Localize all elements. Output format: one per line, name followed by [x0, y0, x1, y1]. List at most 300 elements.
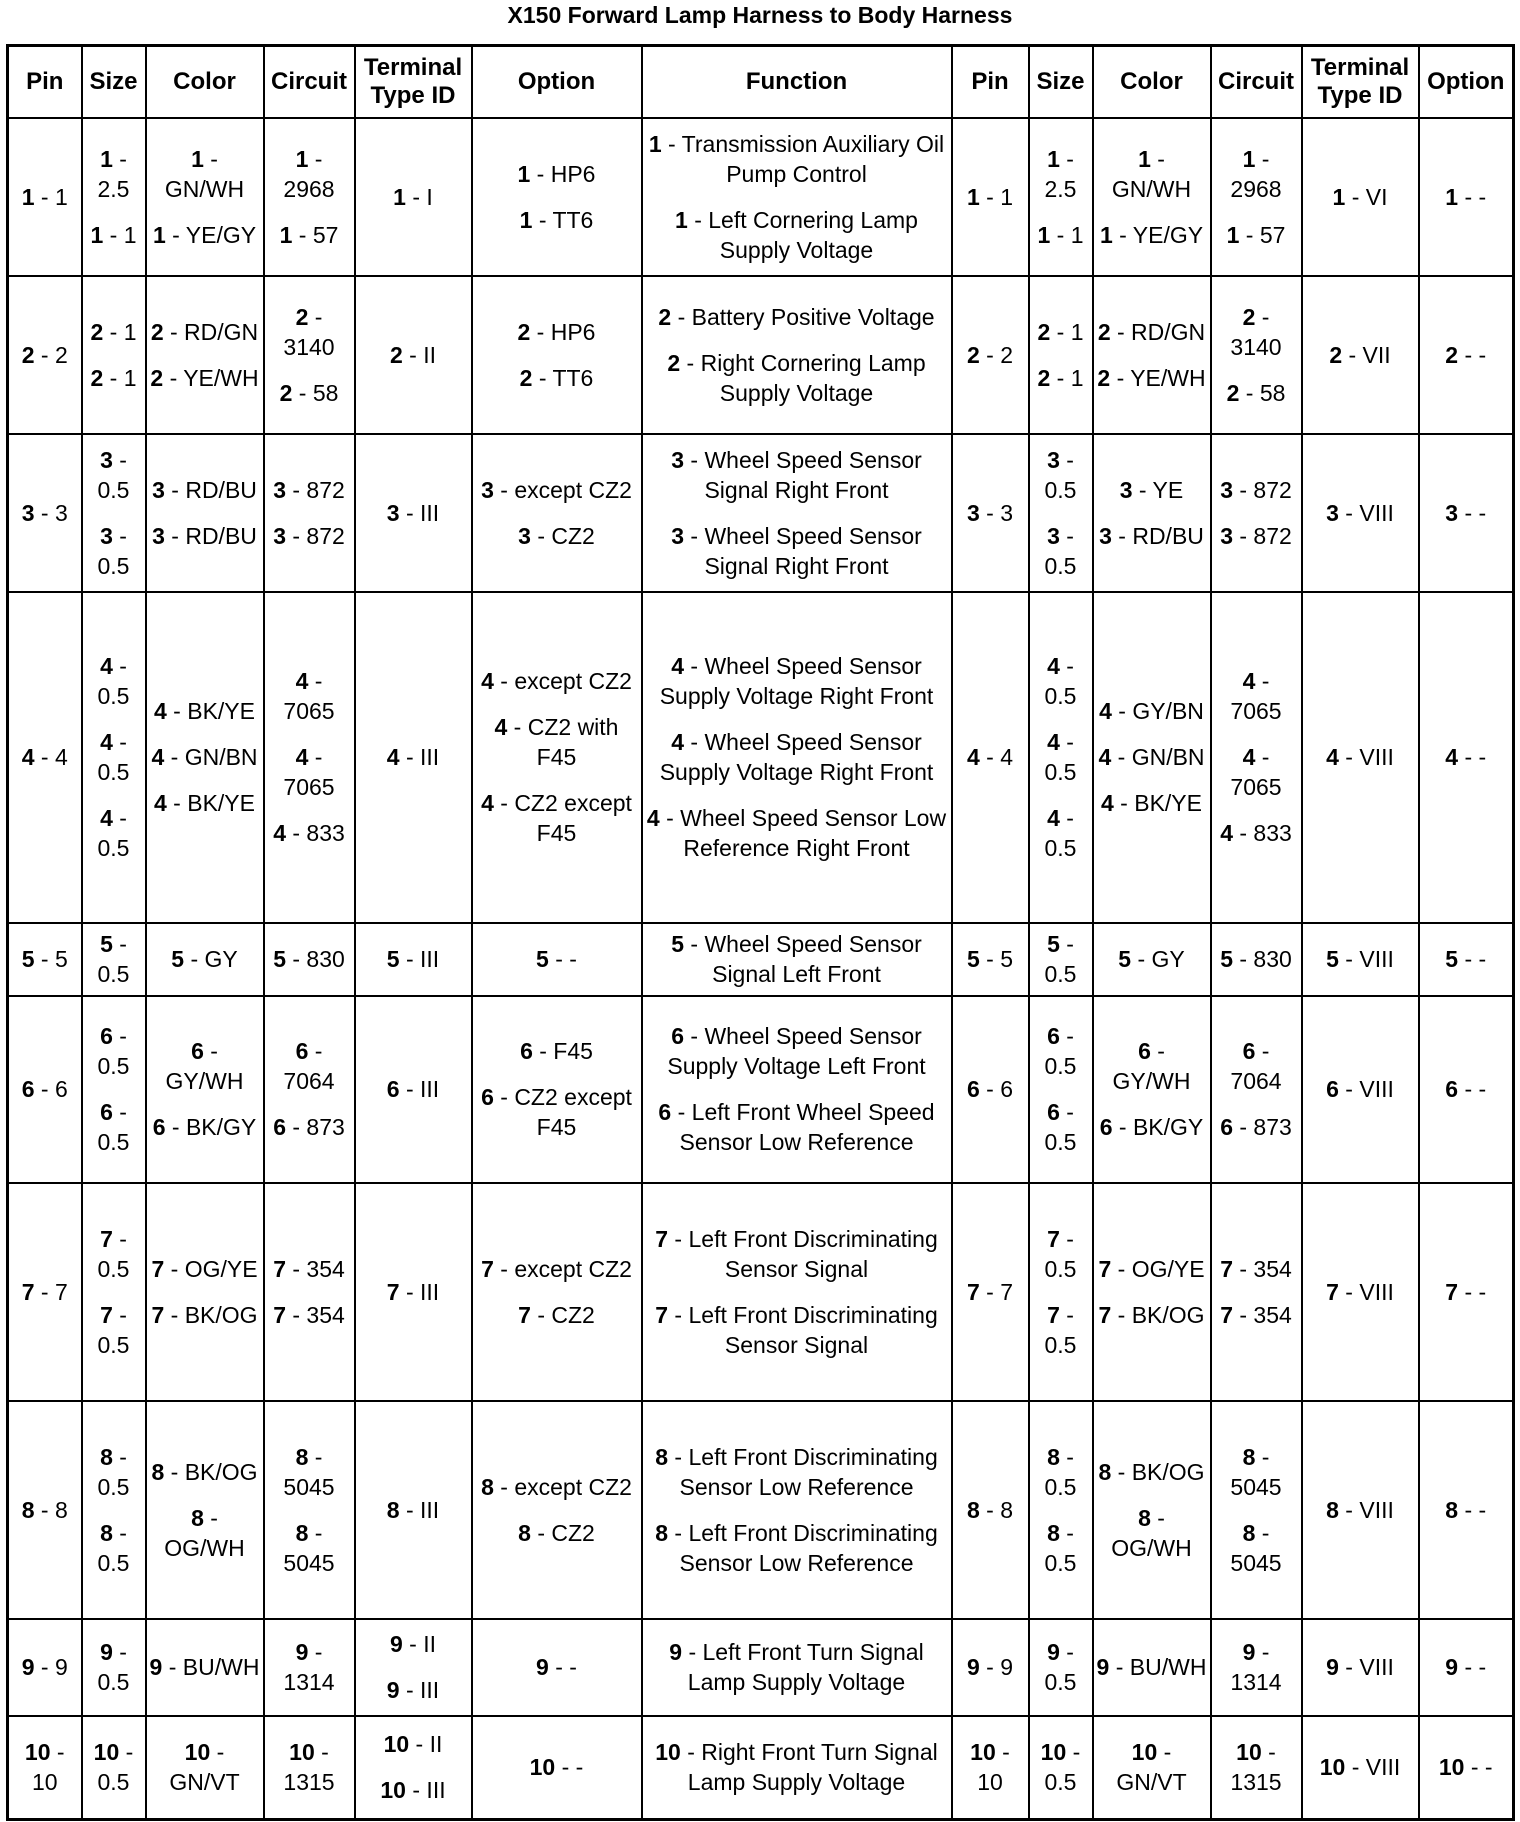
cell-entry: 1 - 1: [90, 221, 137, 248]
cell-entry: 6 - 6: [966, 1076, 1014, 1102]
cell-entry: 5 - -: [1445, 946, 1487, 972]
cell-terminal-type-id-2: [1302, 1619, 1419, 1716]
cell-entry: 3 - Wheel Speed Sensor Signal Right Front: [671, 522, 922, 579]
cell-entry: 6 - 0.5: [97, 1023, 130, 1079]
cell-entry: 8 - 5045: [1230, 1443, 1282, 1500]
cell-option-2: [1419, 923, 1514, 996]
cell-entry: 10 - 10: [970, 1739, 1010, 1796]
cell-entry: 8 - III: [386, 1496, 440, 1523]
cell-terminal-type-id: [355, 276, 472, 434]
cell-entry: 6 - BK/GY: [152, 1114, 257, 1140]
cell-size-2: [1029, 1183, 1093, 1401]
cell-entry: 2 - 1: [90, 364, 137, 391]
cell-size: [82, 434, 146, 592]
cell-color: [146, 118, 264, 276]
cell-entry: 6 - 0.5: [97, 1099, 130, 1155]
cell-entry: 8 - CZ2: [518, 1519, 595, 1546]
cell-entry: 8 - 8: [966, 1496, 1014, 1523]
cell-entry: 6 - -: [1445, 1076, 1487, 1102]
cell-size: [82, 592, 146, 923]
cell-entry: 3 - 3: [21, 499, 68, 526]
table-row: [8, 923, 1514, 996]
cell-entry: 7 - Left Front Discriminating Sensor Signal: [655, 1301, 938, 1358]
cell-entry: 2 - 1: [1037, 318, 1084, 345]
cell-entry: 2 - 58: [279, 379, 339, 406]
cell-terminal-type-id: [355, 1401, 472, 1619]
header-size: Size: [82, 46, 146, 118]
cell-entry: 7 - 354: [1220, 1255, 1292, 1282]
table-row: [8, 434, 1514, 592]
cell-entry: 1 - 57: [1226, 221, 1286, 248]
cell-entry: 2 - 1: [90, 318, 137, 345]
cell-entry: 3 - 872: [1220, 476, 1292, 503]
cell-entry: 2 - II: [389, 341, 437, 368]
cell-terminal-type-id: [355, 996, 472, 1183]
cell-circuit-2: [1211, 276, 1302, 434]
pinout-table: [6, 44, 1515, 1821]
table-row: [8, 1183, 1514, 1401]
cell-entry: 4 - GN/BN: [151, 744, 258, 770]
cell-option: [472, 996, 642, 1183]
cell-entry: 8 - 5045: [1230, 1519, 1282, 1576]
table-row: [8, 276, 1514, 434]
cell-color: [146, 592, 264, 923]
cell-circuit-2: [1211, 1619, 1302, 1716]
header-function: Function: [642, 46, 952, 118]
cell-entry: 4 - 833: [1220, 820, 1292, 846]
cell-entry: 9 - VIII: [1326, 1654, 1394, 1680]
cell-terminal-type-id-2: [1302, 434, 1419, 592]
cell-entry: 10 - -: [1438, 1754, 1493, 1781]
cell-entry: 1 - 1: [1037, 221, 1084, 248]
cell-option-2: [1419, 276, 1514, 434]
cell-entry: 4 - CZ2 with F45: [494, 714, 619, 770]
cell-entry: 4 - 0.5: [97, 729, 130, 785]
cell-terminal-type-id-2: [1302, 996, 1419, 1183]
cell-function: [642, 996, 952, 1183]
page-title: X150 Forward Lamp Harness to Body Harness: [507, 2, 1013, 28]
cell-entry: 5 - 0.5: [1044, 931, 1077, 987]
cell-entry: 2 - YE/WH: [1097, 364, 1206, 391]
cell-entry: 10 - VIII: [1319, 1754, 1401, 1781]
cell-entry: 10 - 1315: [283, 1739, 335, 1796]
cell-entry: 4 - 833: [273, 820, 345, 846]
cell-entry: 4 - BK/YE: [154, 698, 255, 724]
cell-size-2: [1029, 1619, 1093, 1716]
cell-entry: 6 - F45: [520, 1038, 593, 1064]
cell-color-2: [1093, 118, 1211, 276]
cell-entry: 2 - 3140: [283, 303, 335, 360]
cell-option: [472, 276, 642, 434]
cell-pin-2: [952, 276, 1029, 434]
cell-entry: 4 - 7065: [283, 668, 335, 724]
cell-entry: 8 - 0.5: [97, 1443, 130, 1500]
cell-entry: 7 - 0.5: [97, 1225, 130, 1282]
cell-entry: 7 - III: [386, 1278, 440, 1305]
cell-terminal-type-id-2: [1302, 1183, 1419, 1401]
cell-color: [146, 996, 264, 1183]
header-circuit-2: Circuit: [1211, 46, 1302, 118]
cell-entry: 1 - I: [393, 183, 433, 210]
cell-entry: 3 - 872: [1220, 522, 1292, 549]
cell-option: [472, 1716, 642, 1820]
cell-entry: 4 - GN/BN: [1098, 744, 1205, 770]
cell-entry: 6 - 0.5: [1044, 1099, 1077, 1155]
cell-entry: 1 - Transmission Auxiliary Oil Pump Control: [648, 130, 945, 187]
cell-pin-2: [952, 1716, 1029, 1820]
cell-entry: 3 - -: [1445, 499, 1487, 526]
cell-entry: 5 - VIII: [1326, 946, 1394, 972]
cell-entry: 3 - RD/BU: [152, 522, 257, 549]
cell-entry: 8 - 0.5: [97, 1519, 130, 1576]
cell-option-2: [1419, 434, 1514, 592]
cell-pin: [8, 276, 82, 434]
cell-entry: 9 - BU/WH: [149, 1654, 260, 1680]
cell-entry: 5 - III: [386, 946, 440, 972]
cell-entry: 2 - -: [1445, 341, 1487, 368]
cell-entry: 6 - 873: [1220, 1114, 1292, 1140]
cell-entry: 10 - 1315: [1230, 1739, 1282, 1796]
cell-option-2: [1419, 1401, 1514, 1619]
cell-circuit: [264, 1619, 355, 1716]
cell-circuit: [264, 592, 355, 923]
cell-entry: 6 - BK/GY: [1099, 1114, 1204, 1140]
cell-pin-2: [952, 1401, 1029, 1619]
cell-pin-2: [952, 923, 1029, 996]
table-row: [8, 592, 1514, 923]
header-option-2: Option: [1419, 46, 1514, 118]
cell-entry: 1 - 1: [21, 183, 68, 210]
cell-entry: 5 - 830: [1220, 946, 1292, 972]
header-pin-2: Pin: [952, 46, 1029, 118]
cell-option: [472, 1401, 642, 1619]
cell-entry: 4 - -: [1445, 744, 1487, 770]
cell-size-2: [1029, 592, 1093, 923]
cell-entry: 9 - Left Front Turn Signal Lamp Supply Voltage: [669, 1639, 924, 1695]
cell-color: [146, 1183, 264, 1401]
cell-entry: 3 - 3: [966, 499, 1014, 526]
cell-entry: 1 - GN/WH: [164, 145, 245, 202]
cell-entry: 7 - 0.5: [1044, 1225, 1077, 1282]
cell-function: [642, 1183, 952, 1401]
cell-size-2: [1029, 434, 1093, 592]
cell-entry: 2 - 1: [1037, 364, 1084, 391]
cell-entry: 1 - 2.5: [97, 145, 130, 202]
cell-entry: 6 - GY/WH: [165, 1038, 244, 1094]
cell-entry: 10 - GN/VT: [169, 1739, 240, 1796]
cell-size: [82, 923, 146, 996]
table-row: [8, 118, 1514, 276]
cell-color-2: [1093, 923, 1211, 996]
cell-entry: 8 - BK/OG: [151, 1458, 258, 1485]
cell-option-2: [1419, 118, 1514, 276]
cell-pin-2: [952, 1619, 1029, 1716]
cell-color-2: [1093, 276, 1211, 434]
cell-entry: 7 - 7: [21, 1278, 68, 1305]
cell-size-2: [1029, 1401, 1093, 1619]
cell-pin: [8, 118, 82, 276]
cell-entry: 4 - BK/YE: [1101, 790, 1202, 816]
cell-entry: 1 - 1: [966, 183, 1014, 210]
cell-entry: 8 - 0.5: [1044, 1443, 1077, 1500]
cell-entry: 3 - 0.5: [1044, 446, 1077, 503]
cell-size-2: [1029, 118, 1093, 276]
cell-terminal-type-id: [355, 1183, 472, 1401]
cell-circuit: [264, 1183, 355, 1401]
cell-entry: 4 - 0.5: [97, 653, 130, 709]
cell-entry: 1 - VI: [1332, 183, 1388, 210]
cell-pin: [8, 1183, 82, 1401]
cell-size-2: [1029, 923, 1093, 996]
cell-entry: 6 - Wheel Speed Sensor Supply Voltage Left Front: [667, 1023, 926, 1079]
cell-entry: 6 - 7064: [283, 1038, 335, 1094]
cell-entry: 4 - 0.5: [1044, 805, 1077, 861]
cell-option-2: [1419, 592, 1514, 923]
header-terminal-type-id: Terminal Type ID: [355, 46, 472, 118]
cell-color: [146, 923, 264, 996]
cell-pin: [8, 1401, 82, 1619]
cell-size: [82, 276, 146, 434]
cell-size-2: [1029, 276, 1093, 434]
cell-entry: 2 - 3140: [1230, 303, 1282, 360]
cell-function: [642, 1716, 952, 1820]
cell-entry: 2 - VII: [1329, 341, 1391, 368]
cell-entry: 9 - -: [1445, 1654, 1487, 1680]
cell-terminal-type-id: [355, 434, 472, 592]
cell-pin: [8, 1619, 82, 1716]
cell-entry: 5 - 830: [273, 946, 345, 972]
cell-pin-2: [952, 592, 1029, 923]
cell-option: [472, 118, 642, 276]
cell-size: [82, 118, 146, 276]
cell-entry: 10 - GN/VT: [1116, 1739, 1187, 1796]
cell-entry: 7 - 354: [273, 1255, 345, 1282]
cell-circuit-2: [1211, 1716, 1302, 1820]
cell-circuit: [264, 434, 355, 592]
cell-pin: [8, 996, 82, 1183]
header-terminal-type-id-2: Terminal Type ID: [1302, 46, 1419, 118]
cell-entry: 1 - Left Cornering Lamp Supply Voltage: [675, 206, 918, 263]
cell-entry: 2 - YE/WH: [150, 364, 259, 391]
header-option: Option: [472, 46, 642, 118]
cell-option-2: [1419, 996, 1514, 1183]
cell-terminal-type-id-2: [1302, 1401, 1419, 1619]
cell-circuit-2: [1211, 592, 1302, 923]
cell-circuit-2: [1211, 1401, 1302, 1619]
cell-entry: 7 - 354: [273, 1301, 345, 1328]
cell-pin-2: [952, 434, 1029, 592]
cell-entry: 7 - CZ2: [518, 1301, 595, 1328]
header-pin: Pin: [8, 46, 82, 118]
cell-function: [642, 434, 952, 592]
cell-entry: 5 - GY: [171, 946, 238, 972]
cell-entry: 2 - 58: [1226, 379, 1286, 406]
cell-entry: 7 - 0.5: [97, 1301, 130, 1358]
cell-entry: 9 - 1314: [283, 1639, 335, 1695]
cell-entry: 3 - CZ2: [518, 522, 595, 549]
cell-entry: 7 - except CZ2: [481, 1255, 632, 1282]
header-color: Color: [146, 46, 264, 118]
header-size-2: Size: [1029, 46, 1093, 118]
cell-size: [82, 1183, 146, 1401]
cell-entry: 2 - TT6: [519, 364, 594, 391]
cell-entry: 4 - Wheel Speed Sensor Supply Voltage Right Front: [659, 729, 934, 785]
cell-entry: 10 - II: [383, 1731, 443, 1758]
cell-color: [146, 1716, 264, 1820]
cell-color: [146, 1619, 264, 1716]
cell-function: [642, 923, 952, 996]
cell-entry: 8 - 5045: [283, 1443, 335, 1500]
cell-entry: 8 - 0.5: [1044, 1519, 1077, 1576]
cell-terminal-type-id-2: [1302, 1716, 1419, 1820]
cell-entry: 3 - 872: [273, 476, 345, 503]
cell-terminal-type-id: [355, 592, 472, 923]
cell-circuit: [264, 276, 355, 434]
cell-entry: 7 - 7: [966, 1278, 1014, 1305]
cell-terminal-type-id: [355, 1619, 472, 1716]
cell-option: [472, 592, 642, 923]
cell-terminal-type-id-2: [1302, 923, 1419, 996]
cell-entry: 9 - 9: [21, 1654, 68, 1680]
cell-entry: 4 - except CZ2: [481, 668, 632, 694]
cell-entry: 3 - except CZ2: [481, 476, 632, 503]
cell-entry: 2 - Battery Positive Voltage: [658, 303, 935, 330]
cell-size: [82, 1401, 146, 1619]
cell-entry: 1 - HP6: [517, 160, 596, 187]
cell-entry: 6 - 873: [273, 1114, 345, 1140]
cell-entry: 4 - 0.5: [1044, 653, 1077, 709]
cell-color: [146, 434, 264, 592]
table-row: [8, 996, 1514, 1183]
cell-entry: 7 - -: [1445, 1278, 1487, 1305]
cell-circuit: [264, 996, 355, 1183]
cell-entry: 6 - Left Front Wheel Speed Sensor Low Reference: [658, 1099, 935, 1155]
cell-entry: 3 - 0.5: [97, 522, 130, 579]
cell-size: [82, 996, 146, 1183]
cell-entry: 9 - II: [389, 1631, 437, 1657]
cell-entry: 2 - Right Cornering Lamp Supply Voltage: [667, 349, 926, 406]
cell-option: [472, 923, 642, 996]
cell-entry: 1 - 57: [279, 221, 339, 248]
cell-entry: 6 - 6: [21, 1076, 68, 1102]
cell-entry: 7 - 354: [1220, 1301, 1292, 1328]
cell-terminal-type-id-2: [1302, 592, 1419, 923]
cell-pin-2: [952, 1183, 1029, 1401]
cell-entry: 4 - VIII: [1326, 744, 1394, 770]
cell-entry: 7 - 0.5: [1044, 1301, 1077, 1358]
cell-entry: 4 - 4: [21, 744, 68, 770]
cell-color: [146, 276, 264, 434]
cell-entry: 4 - 7065: [1230, 668, 1282, 724]
cell-entry: 5 - GY: [1118, 946, 1185, 972]
cell-circuit-2: [1211, 996, 1302, 1183]
cell-entry: 7 - OG/YE: [151, 1255, 258, 1282]
cell-entry: 1 - -: [1445, 183, 1487, 210]
cell-entry: 2 - 2: [21, 341, 68, 368]
cell-entry: 8 - except CZ2: [481, 1473, 632, 1500]
cell-entry: 4 - 4: [966, 744, 1014, 770]
cell-circuit-2: [1211, 1183, 1302, 1401]
header-row: [8, 46, 1514, 118]
cell-entry: 10 - 10: [24, 1739, 65, 1796]
cell-entry: 4 - III: [386, 744, 440, 770]
cell-entry: 4 - Wheel Speed Sensor Supply Voltage Right Front: [659, 653, 934, 709]
cell-entry: 8 - OG/WH: [164, 1504, 245, 1561]
cell-color-2: [1093, 996, 1211, 1183]
cell-entry: 4 - 0.5: [97, 805, 130, 861]
cell-function: [642, 1401, 952, 1619]
cell-entry: 3 - III: [386, 499, 440, 526]
cell-color: [146, 1401, 264, 1619]
cell-entry: 10 - III: [380, 1777, 446, 1804]
cell-entry: 1 - YE/GY: [1099, 221, 1204, 248]
cell-entry: 8 - 8: [21, 1496, 68, 1523]
cell-pin-2: [952, 118, 1029, 276]
cell-entry: 9 - BU/WH: [1096, 1654, 1207, 1680]
cell-entry: 8 - Left Front Discriminating Sensor Low Reference: [655, 1519, 938, 1576]
cell-entry: 5 - Wheel Speed Sensor Signal Left Front: [671, 931, 922, 987]
cell-function: [642, 118, 952, 276]
cell-entry: 10 - -: [529, 1754, 584, 1781]
cell-pin: [8, 592, 82, 923]
cell-entry: 2 - RD/GN: [1097, 318, 1206, 345]
cell-entry: 7 - OG/YE: [1098, 1255, 1205, 1282]
cell-entry: 1 - 2.5: [1044, 145, 1077, 202]
table-row: [8, 1401, 1514, 1619]
cell-entry: 9 - 1314: [1230, 1639, 1282, 1695]
cell-entry: 3 - 0.5: [1044, 522, 1077, 579]
cell-entry: 1 - 2968: [1230, 145, 1282, 202]
cell-entry: 10 - 0.5: [1040, 1739, 1081, 1796]
cell-entry: 4 - 7065: [1230, 744, 1282, 800]
cell-entry: 8 - 5045: [283, 1519, 335, 1576]
cell-entry: 3 - YE: [1119, 476, 1184, 503]
cell-color-2: [1093, 434, 1211, 592]
cell-entry: 8 - Left Front Discriminating Sensor Low Reference: [655, 1443, 938, 1500]
cell-function: [642, 592, 952, 923]
cell-option: [472, 1183, 642, 1401]
cell-color-2: [1093, 1716, 1211, 1820]
cell-entry: 4 - 7065: [283, 744, 335, 800]
cell-entry: 3 - 0.5: [97, 446, 130, 503]
cell-circuit-2: [1211, 118, 1302, 276]
cell-entry: 5 - 0.5: [97, 931, 130, 987]
cell-color-2: [1093, 1619, 1211, 1716]
cell-option: [472, 434, 642, 592]
cell-entry: 7 - VIII: [1326, 1278, 1394, 1305]
cell-terminal-type-id: [355, 923, 472, 996]
cell-entry: 2 - 2: [966, 341, 1014, 368]
cell-circuit: [264, 1401, 355, 1619]
cell-entry: 5 - 5: [21, 946, 68, 972]
cell-entry: 7 - Left Front Discriminating Sensor Signal: [655, 1225, 938, 1282]
cell-entry: 4 - 0.5: [1044, 729, 1077, 785]
header-color-2: Color: [1093, 46, 1211, 118]
cell-size-2: [1029, 996, 1093, 1183]
cell-entry: 5 - -: [536, 946, 577, 972]
cell-entry: 7 - BK/OG: [151, 1301, 258, 1328]
cell-entry: 1 - YE/GY: [152, 221, 257, 248]
cell-color-2: [1093, 592, 1211, 923]
cell-entry: 8 - -: [1445, 1496, 1487, 1523]
cell-entry: 6 - III: [386, 1076, 440, 1102]
cell-entry: 6 - 0.5: [1044, 1023, 1077, 1079]
cell-entry: 6 - GY/WH: [1112, 1038, 1191, 1094]
cell-color-2: [1093, 1401, 1211, 1619]
cell-circuit: [264, 1716, 355, 1820]
cell-entry: 5 - 5: [966, 946, 1014, 972]
cell-entry: 8 - OG/WH: [1111, 1504, 1192, 1561]
